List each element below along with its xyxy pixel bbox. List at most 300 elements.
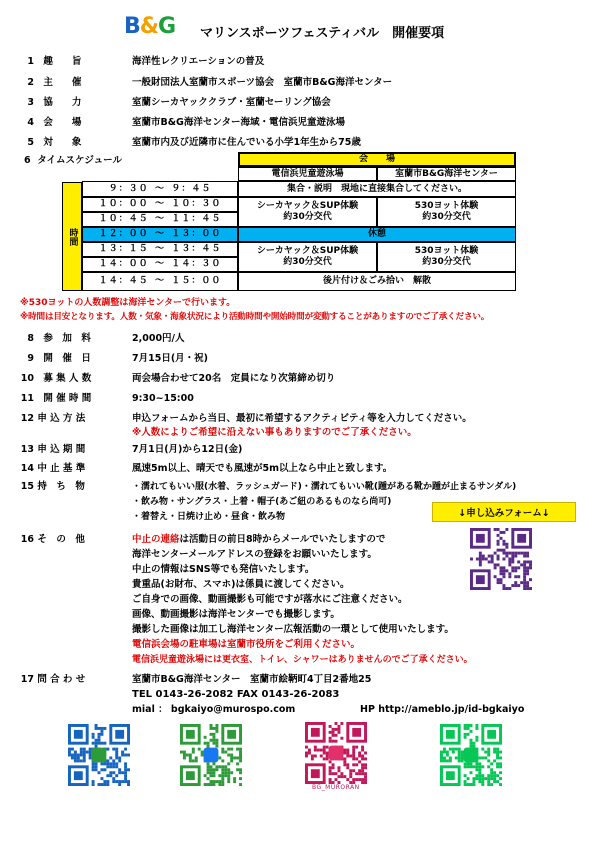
qr-module [212, 774, 215, 777]
qr-module [227, 748, 230, 751]
item-label: 持 ち 物 [37, 481, 85, 492]
qr-module [127, 768, 130, 771]
qr-finder [74, 771, 83, 780]
qr-module [476, 558, 479, 561]
qr-module [329, 772, 332, 775]
qr-module [346, 752, 349, 755]
qr-module [529, 560, 532, 563]
other-row [20, 533, 125, 547]
qr-module [508, 552, 511, 555]
qr-module [210, 783, 213, 786]
other-line: 貴重品(お財布、スマホ)は係員に渡してください。 [132, 579, 350, 590]
contact-homepage[interactable]: HP http://ameblo.jp/id-bgkaiyo [360, 704, 525, 715]
qr-module [183, 751, 186, 754]
qr-module [508, 572, 511, 575]
item-label: 開 催 日 [43, 353, 91, 364]
qr-module [496, 756, 499, 759]
qr-module [207, 771, 210, 774]
qr-finder [186, 771, 195, 780]
info-value: 室蘭シーカヤッククラブ・室蘭セーリング協会 [132, 97, 331, 108]
qr-module [332, 766, 335, 769]
info-row [20, 392, 131, 406]
qr-module [183, 756, 186, 759]
qr-module [221, 780, 224, 783]
qr-module [192, 751, 195, 754]
qr-finder [311, 728, 320, 737]
qr-module [491, 555, 494, 558]
note-time: ※時間は目安となります。人数・気象・海象状況により活動時間や開始時間が変動することがありますのでご了承ください。 [20, 312, 490, 322]
qr-module [500, 537, 503, 540]
qr-module [346, 754, 349, 757]
qr-module [475, 724, 478, 727]
qr-module [479, 555, 482, 558]
qr-module [100, 730, 103, 733]
qr-module [92, 762, 95, 765]
qr-module [239, 759, 242, 762]
time-text: １０：００ ～ １０：３０ [98, 199, 222, 209]
qr-module [497, 563, 500, 566]
activity-text: 530ヨット体験 約30分交代 [414, 246, 479, 267]
other-line-text: は活動日の前日8時からメールでいたしますので [179, 534, 386, 545]
qr-module [98, 783, 101, 786]
time-slot [82, 257, 238, 272]
qr-module [124, 771, 127, 774]
qr-module [98, 742, 101, 745]
qr-module [364, 766, 367, 769]
qr-module [112, 748, 115, 751]
qr-module [335, 734, 338, 737]
qr-module [508, 558, 511, 561]
qr-module [494, 566, 497, 569]
qr-module [440, 751, 443, 754]
item-number: 16 [20, 534, 34, 545]
qr-module [121, 751, 124, 754]
info-value: 2,000円/人 [132, 333, 185, 344]
qr-module [496, 780, 499, 783]
qr-module [68, 748, 71, 751]
qr-module [204, 783, 207, 786]
qr-module [523, 581, 526, 584]
qr-module [207, 777, 210, 780]
qr-module [475, 736, 478, 739]
info-row [20, 332, 131, 346]
info-row [20, 76, 131, 90]
qr-module [494, 528, 497, 531]
time-text: １２：００ ～ １３：００ [98, 229, 222, 239]
line-qr-code[interactable] [440, 724, 502, 786]
item-number: 10 [20, 373, 34, 384]
qr-module [505, 546, 508, 549]
qr-module [493, 751, 496, 754]
qr-module [239, 751, 242, 754]
qr-module [189, 754, 192, 757]
qr-module [227, 774, 230, 777]
contact-row [20, 673, 125, 687]
qr-module [500, 581, 503, 584]
qr-module [343, 763, 346, 766]
qr-module [352, 769, 355, 772]
qr-module [124, 754, 127, 757]
qr-module [215, 780, 218, 783]
qr-module [314, 749, 317, 752]
qr-module [355, 757, 358, 760]
qr-module [526, 552, 529, 555]
other-line: 海洋センターメールアドレスの登録をお願いいたします。 [132, 549, 377, 560]
qr-module [124, 765, 127, 768]
time-text: １４：４５ ～ １５：００ [98, 276, 222, 286]
qr-module [204, 742, 207, 745]
qr-module [239, 754, 242, 757]
qr-module [98, 771, 101, 774]
activity-block1-a [238, 197, 377, 227]
contact-mail[interactable]: mial ： bgkaiyo@murospo.com [132, 704, 296, 715]
item-number: 11 [20, 393, 34, 404]
period-value: 7月1日(月)から12日(金) [132, 444, 243, 455]
qr-module [106, 783, 109, 786]
qr-module [479, 560, 482, 563]
qr-module [115, 756, 118, 759]
qr-module [89, 756, 92, 759]
qr-module [364, 763, 367, 766]
qr-module [100, 742, 103, 745]
qr-module [332, 763, 335, 766]
qr-module [100, 777, 103, 780]
qr-module [239, 748, 242, 751]
qr-module [207, 768, 210, 771]
qr-module [352, 757, 355, 760]
qr-module [115, 762, 118, 765]
time-slot [82, 227, 238, 242]
qr-module [112, 777, 115, 780]
qr-module [464, 727, 467, 730]
qr-module [452, 751, 455, 754]
qr-module [517, 566, 520, 569]
qr-module [526, 555, 529, 558]
item-label: 募 集 人 数 [43, 373, 92, 384]
qr-module [124, 762, 127, 765]
qr-module [230, 754, 233, 757]
qr-module [482, 555, 485, 558]
qr-module [358, 754, 361, 757]
qr-module [449, 759, 452, 762]
cleanup-text: 後片付け＆ごみ拾い 解散 [322, 276, 431, 286]
qr-module [207, 783, 210, 786]
gathering-text: 集合・説明 現地に直接集合してください。 [286, 183, 467, 194]
qr-module [68, 751, 71, 754]
qr-module [195, 756, 198, 759]
qr-module [215, 724, 218, 727]
instagram-qr-code[interactable] [305, 722, 367, 784]
qr-module [484, 777, 487, 780]
qr-module [340, 775, 343, 778]
qr-module [479, 563, 482, 566]
qr-module [364, 772, 367, 775]
qr-module [212, 768, 215, 771]
note-530: ※530ヨットの人数調整は海洋センターで行います。 [20, 298, 236, 308]
qr-module [207, 762, 210, 765]
qr-module [496, 754, 499, 757]
qr-module [239, 756, 242, 759]
qr-module [233, 756, 236, 759]
qr-module [490, 777, 493, 780]
qr-module [493, 780, 496, 783]
item-number: 8 [27, 333, 34, 344]
qr-module [335, 722, 338, 725]
qr-module [212, 742, 215, 745]
item-number: 12 [20, 413, 34, 424]
qr-module [517, 584, 520, 587]
qr-module [472, 742, 475, 745]
item-number: 13 [20, 444, 34, 455]
qr-module [323, 752, 326, 755]
bg-qr-code[interactable] [68, 724, 130, 786]
qr-module [92, 742, 95, 745]
qr-module [361, 749, 364, 752]
qr-module [487, 777, 490, 780]
qr-module [186, 754, 189, 757]
qr-module [337, 775, 340, 778]
qr-module [494, 575, 497, 578]
item-label: 開 催 時 間 [43, 393, 92, 404]
qr-module [467, 724, 470, 727]
qr-finder [487, 730, 496, 739]
qr-module [496, 751, 499, 754]
qr-module [198, 748, 201, 751]
qr-module [227, 777, 230, 780]
qr-module [74, 751, 77, 754]
qr-module [361, 772, 364, 775]
qr-module [218, 756, 221, 759]
qr-module [311, 754, 314, 757]
item-label: 参 加 料 [43, 333, 91, 344]
qr-module [83, 754, 86, 757]
info-row [20, 116, 131, 130]
qr-module [212, 780, 215, 783]
qr-module [239, 783, 242, 786]
qr-module [343, 760, 346, 763]
qr-module [103, 762, 106, 765]
qr-module [478, 762, 481, 765]
qr-module [71, 748, 74, 751]
qr-module [218, 774, 221, 777]
qr-module [478, 780, 481, 783]
logo-g: G [157, 14, 176, 39]
qr-module [499, 756, 502, 759]
qr-module [487, 748, 490, 751]
other-line: 中止の情報はSNS等でも発信いたします。 [132, 564, 315, 575]
qr-module [488, 560, 491, 563]
qr-module [526, 569, 529, 572]
qr-module [458, 759, 461, 762]
period-row [20, 443, 125, 457]
qr-module [487, 754, 490, 757]
qr-module [218, 783, 221, 786]
qr-module [364, 775, 367, 778]
qr-module [83, 756, 86, 759]
qr-module [337, 766, 340, 769]
facebook-qr-code[interactable] [180, 724, 242, 786]
qr-module [490, 774, 493, 777]
qr-module [361, 746, 364, 749]
qr-module [124, 780, 127, 783]
qr-module [329, 725, 332, 728]
item-label: 対 象 [43, 137, 82, 148]
qr-module [326, 754, 329, 757]
qr-module [118, 759, 121, 762]
qr-module [195, 759, 198, 762]
qr-module [529, 578, 532, 581]
bring-line: ・飲み物・サングラス・上着・帽子(あご紐のあるものなら尚可) [132, 497, 392, 507]
qr-module [500, 549, 503, 552]
qr-module [320, 749, 323, 752]
qr-module [443, 759, 446, 762]
qr-module [127, 754, 130, 757]
qr-module [349, 772, 352, 775]
time-text: ９：３０ ～ ９：４５ [108, 183, 212, 194]
qr-module [485, 558, 488, 561]
qr-module [115, 780, 118, 783]
qr-module [337, 769, 340, 772]
activity-block2-a [238, 242, 377, 272]
qr-module [210, 768, 213, 771]
item-number: 6 [24, 155, 31, 166]
qr-module [490, 783, 493, 786]
qr-module [227, 754, 230, 757]
qr-module [502, 549, 505, 552]
qr-module [467, 783, 470, 786]
qr-module [224, 771, 227, 774]
qr-module [118, 771, 121, 774]
qr-module [83, 759, 86, 762]
qr-module [491, 558, 494, 561]
qr-module [212, 733, 215, 736]
qr-module [508, 563, 511, 566]
qr-module [215, 742, 218, 745]
qr-module [487, 765, 490, 768]
qr-module [467, 762, 470, 765]
qr-module [443, 748, 446, 751]
qr-module [505, 528, 508, 531]
qr-module [343, 775, 346, 778]
qr-module [92, 783, 95, 786]
qr-module [349, 769, 352, 772]
venue-a [238, 167, 377, 181]
time-slot [82, 242, 238, 257]
qr-module [487, 774, 490, 777]
qr-module [523, 587, 526, 590]
item-number: 15 [20, 481, 34, 492]
qr-module [520, 563, 523, 566]
application-form-qr[interactable] [470, 528, 532, 590]
qr-module [236, 762, 239, 765]
qr-module [470, 730, 473, 733]
qr-module [500, 569, 503, 572]
qr-module [475, 727, 478, 730]
qr-module [189, 756, 192, 759]
qr-module [204, 774, 207, 777]
qr-module [86, 751, 89, 754]
qr-module [481, 748, 484, 751]
qr-module [100, 768, 103, 771]
qr-module [212, 727, 215, 730]
qr-module [343, 752, 346, 755]
qr-module [124, 774, 127, 777]
qr-module [80, 748, 83, 751]
qr-module [505, 552, 508, 555]
item-label: 問 合 わ せ [37, 674, 86, 685]
qr-module [481, 777, 484, 780]
qr-module [89, 751, 92, 754]
qr-module [496, 762, 499, 765]
qr-module [218, 765, 221, 768]
qr-module [364, 752, 367, 755]
qr-module [233, 780, 236, 783]
qr-module [314, 746, 317, 749]
qr-module [329, 731, 332, 734]
qr-module [95, 742, 98, 745]
qr-module [475, 765, 478, 768]
qr-module [467, 765, 470, 768]
qr-module [340, 772, 343, 775]
info-value: 7月15日(月・祝) [132, 353, 209, 364]
qr-module [112, 771, 115, 774]
qr-module [74, 754, 77, 757]
qr-module [497, 534, 500, 537]
qr-module [508, 560, 511, 563]
qr-module [358, 769, 361, 772]
qr-module [478, 774, 481, 777]
qr-module [497, 578, 500, 581]
qr-finder [186, 730, 195, 739]
qr-module [496, 774, 499, 777]
qr-module [92, 780, 95, 783]
qr-module [115, 754, 118, 757]
break-text: 休憩 [367, 229, 386, 239]
cancel-value: 風速5m以上、晴天でも風速が5m以上なら中止と致します。 [132, 463, 393, 474]
qr-module [212, 736, 215, 739]
qr-module [461, 751, 464, 754]
qr-module [358, 752, 361, 755]
qr-module [502, 569, 505, 572]
qr-module [308, 749, 311, 752]
qr-module [361, 754, 364, 757]
application-form-button[interactable]: ↓申し込みフォーム↓ [432, 502, 576, 522]
qr-module [124, 748, 127, 751]
qr-finder [476, 534, 485, 543]
info-row [20, 372, 131, 386]
qr-module [505, 543, 508, 546]
qr-module [112, 759, 115, 762]
qr-module [329, 760, 332, 763]
apply-row [20, 412, 125, 426]
qr-module [103, 783, 106, 786]
qr-module [475, 777, 478, 780]
item-label: 申 込 方 法 [37, 413, 86, 424]
time-text: １４：００ ～ １４：３０ [98, 259, 222, 269]
qr-module [115, 751, 118, 754]
qr-module [479, 552, 482, 555]
qr-module [467, 733, 470, 736]
qr-module [329, 737, 332, 740]
qr-module [511, 569, 514, 572]
info-row [20, 96, 131, 110]
logo-b: B [124, 14, 140, 39]
qr-module [491, 560, 494, 563]
qr-module [224, 765, 227, 768]
qr-module [464, 724, 467, 727]
qr-module [201, 751, 204, 754]
item-number: 17 [20, 674, 34, 685]
